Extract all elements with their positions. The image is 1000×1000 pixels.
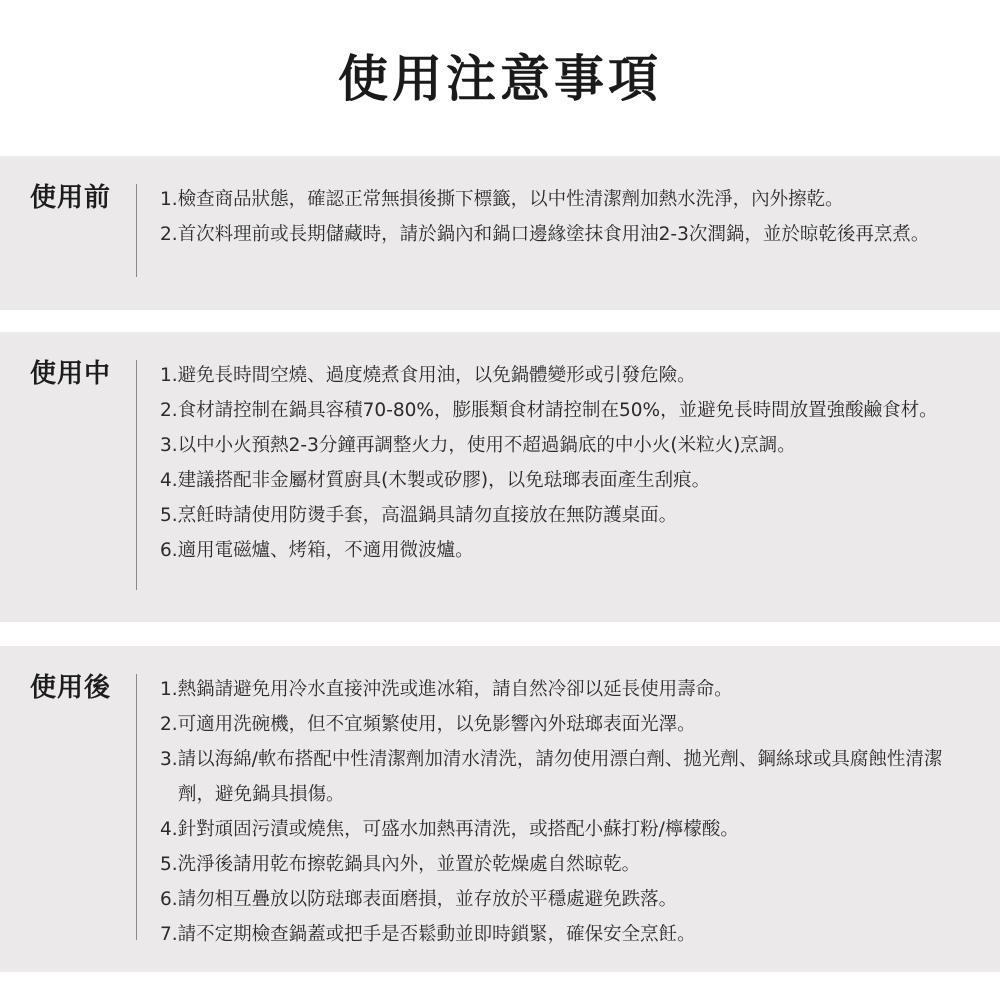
list-item: 4.針對頑固污漬或燒焦，可盛水加熱再清洗，或搭配小蘇打粉/檸檬酸。 <box>160 819 739 840</box>
section-heading-after-use: 使用後 <box>30 673 112 703</box>
section-divider <box>136 184 137 277</box>
list-item: 6.適用電磁爐、烤箱，不適用微波爐。 <box>160 540 474 561</box>
section-during-use <box>0 332 1000 622</box>
list-item: 1.避免長時間空燒、過度燒煮食用油，以免鍋體變形或引發危險。 <box>160 365 696 386</box>
section-divider <box>136 674 137 940</box>
list-item: 5.烹飪時請使用防燙手套，高溫鍋具請勿直接放在無防護桌面。 <box>160 505 678 526</box>
section-before-use <box>0 156 1000 310</box>
list-item: 3.請以海綿/軟布搭配中性清潔劑加清水清洗，請勿使用漂白劑、拋光劑、鋼絲球或具腐蝕性清潔劑，避免鍋具損傷。 <box>160 749 943 805</box>
instruction-list <box>160 672 975 952</box>
section-heading-before-use: 使用前 <box>30 183 112 213</box>
list-item: 2.食材請控制在鍋具容積70-80%，膨脹類食材請控制在50%，並避免長時間放置強酸鹼食材。 <box>160 400 938 421</box>
section-heading-during-use: 使用中 <box>30 359 112 389</box>
list-item: 4.建議搭配非金屬材質廚具(木製或矽膠)，以免琺瑯表面產生刮痕。 <box>160 470 711 491</box>
list-item: 3.以中小火預熱2-3分鐘再調整火力，使用不超過鍋底的中小火(米粒火)烹調。 <box>160 435 796 456</box>
list-item: 7.請不定期檢查鍋蓋或把手是否鬆動並即時鎖緊，確保安全烹飪。 <box>160 924 696 945</box>
section-after-use <box>0 646 1000 972</box>
instruction-list <box>160 358 975 568</box>
list-item: 2.可適用洗碗機，但不宜頻繁使用，以免影響內外琺瑯表面光澤。 <box>160 714 696 735</box>
section-divider <box>136 360 137 590</box>
page-title: 使用注意事項 <box>338 50 662 108</box>
list-item: 5.洗淨後請用乾布擦乾鍋具內外，並置於乾燥處自然晾乾。 <box>160 854 641 875</box>
list-item: 1.熱鍋請避免用冷水直接沖洗或進冰箱，請自然冷卻以延長使用壽命。 <box>160 679 733 700</box>
list-item: 6.請勿相互疊放以防琺瑯表面磨損，並存放於平穩處避免跌落。 <box>160 889 678 910</box>
list-item: 2.首次料理前或長期儲藏時，請於鍋內和鍋口邊緣塗抹食用油2-3次潤鍋，並於晾乾後再烹煮。 <box>160 224 930 245</box>
list-item: 1.檢查商品狀態，確認正常無損後撕下標籤，以中性清潔劑加熱水洗淨，內外擦乾。 <box>160 189 844 210</box>
instruction-list <box>160 182 975 252</box>
